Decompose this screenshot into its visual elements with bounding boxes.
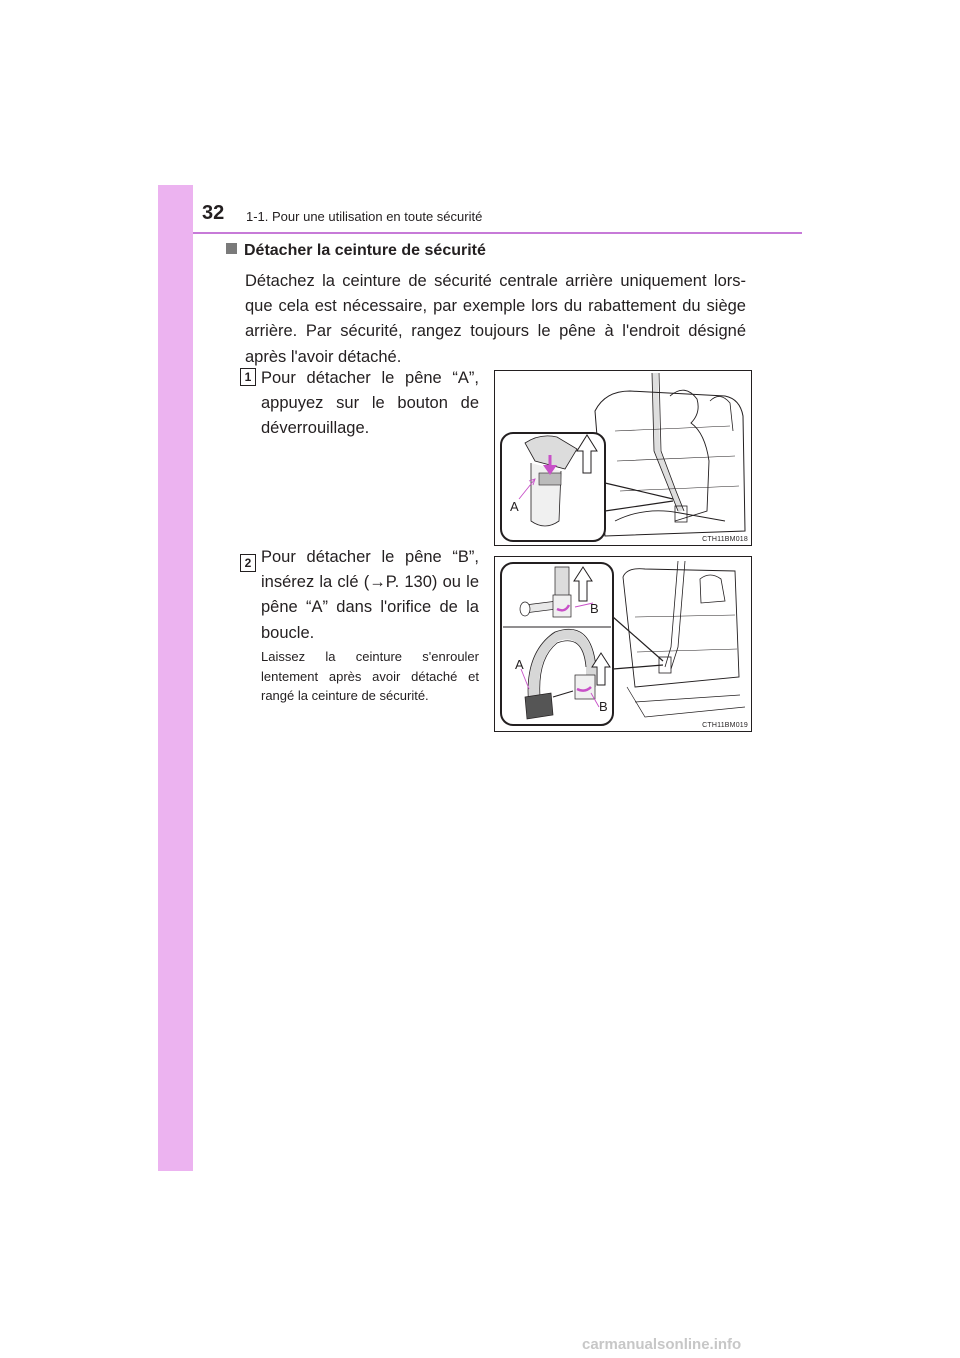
header-rule <box>193 232 802 234</box>
page-number: 32 <box>202 202 225 224</box>
intro-paragraph: Détachez la ceinture de sécurité centrale arrière uniquement lors-que cela est nécessaire, par exemple lors du rabattement du siège arrière. Par sécurité, rangez toujours le pêne à l'endroit désigné après l'avoir détaché. <box>245 272 746 366</box>
seat-belt-release-illustration <box>495 371 751 545</box>
step-2-text: Pour détacher le pêne “B”, insérez la clé (→P. 130) ou le pêne “A” dans l'orifice de la boucle. <box>261 548 479 642</box>
seat-belt-buckle-release-illustration <box>495 557 751 731</box>
watermark-text: carmanualsonline.info <box>582 1336 742 1353</box>
figure-1-label-a: A <box>510 499 519 514</box>
step-2-note: Laissez la ceinture s'enrouler lentement après avoir détaché et rangé la ceinture de sécurité. <box>261 649 479 703</box>
figure-2-label-b-bottom: B <box>599 699 608 714</box>
step-number-1: 1 <box>240 368 256 386</box>
figure-2-label-b-top: B <box>590 601 599 616</box>
section-heading <box>226 242 486 260</box>
step-1-text: Pour détacher le pêne “A”, appuyez sur le bouton de déverrouillage. <box>261 369 479 438</box>
section-heading-text: Détacher la ceinture de sécurité <box>244 242 486 259</box>
step-number-2: 2 <box>240 554 256 572</box>
figure-step-2 <box>494 556 752 732</box>
chapter-sidebar-tab <box>158 185 193 1171</box>
figure-1-code: CTH11BM018 <box>702 536 748 543</box>
section-title: 1-1. Pour une utilisation en toute sécurité <box>246 209 483 224</box>
figure-step-1 <box>494 370 752 546</box>
figure-2-code: CTH11BM019 <box>702 722 748 729</box>
figure-2-label-a: A <box>515 657 524 672</box>
square-bullet-icon <box>226 243 237 254</box>
